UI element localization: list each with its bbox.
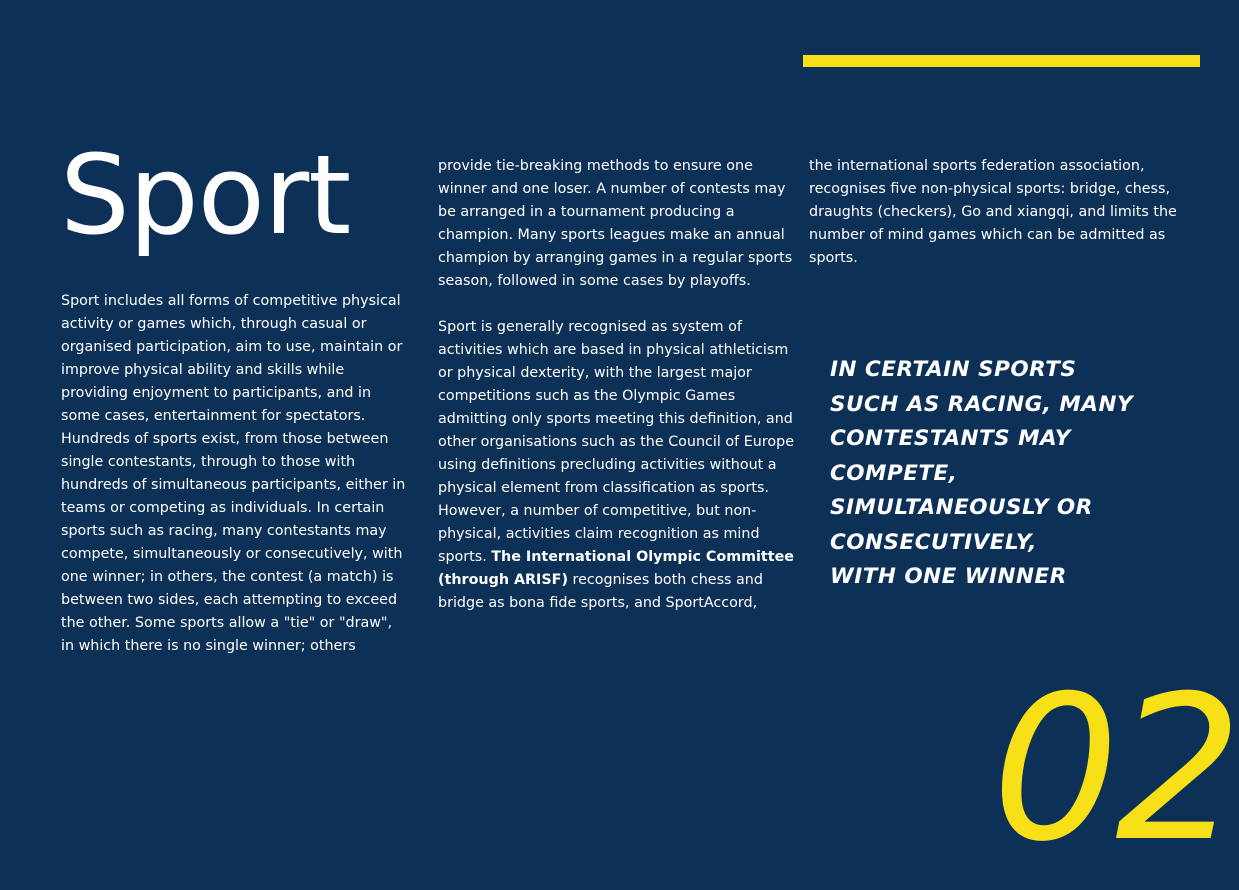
pull-quote-line: WITH ONE WINNER bbox=[830, 564, 1067, 589]
pull-quote-line: COMPETE, bbox=[830, 460, 958, 486]
page-number: 02 bbox=[992, 653, 1239, 886]
column-3-paragraph: the international sports federation association, recognises five non-physical sports: bridge, chess, draughts (checkers), Go and xiangqi, and limits the number of mind games which can be admitted as sports. bbox=[809, 158, 1177, 266]
pull-quote-line: SUCH AS RACING, MANY bbox=[830, 391, 1134, 417]
body-column-2 bbox=[438, 155, 798, 615]
accent-bar bbox=[803, 55, 1200, 67]
column-2-paragraph-1: provide tie-breaking methods to ensure one winner and one loser. A number of contests may be arranged in a tournament producing a champion. Many sports leagues make an annual champion by arranging games in a regular sports season, followed in some cases by playoffs. bbox=[438, 158, 793, 289]
column-2-paragraph-2-end: recognises both chess and bridge as bona fide sports, and SportAccord, bbox=[438, 572, 763, 611]
pull-quote bbox=[830, 353, 1190, 595]
body-column-3 bbox=[809, 155, 1179, 270]
ioc-bold-text: The International Olympic Committee (through ARISF) bbox=[438, 549, 794, 588]
column-1-paragraph: Sport includes all forms of competitive physical activity or games which, through casual or organised participation, aim to use, maintain or improve physical ability and skills while providing enjoyment to participants, and in some cases, entertainment for spectators. Hundreds of sports exist, from those between single contestants, through to those with hundreds of simultaneous participants, either in teams or competing as individuals. In certain sports such as racing, many contestants may compete, simultaneously or consecutively, with one winner; in others, the contest (a match) is between two sides, each attempting to exceed the other. Some sports allow a "tie" or "draw", in which there is no single winner; others bbox=[61, 293, 406, 654]
body-column-1 bbox=[61, 290, 406, 658]
pull-quote-line: IN CERTAIN SPORTS bbox=[830, 357, 1077, 382]
pull-quote-line: SIMULTANEOUSLY OR bbox=[830, 495, 1093, 520]
column-2-paragraph-2 bbox=[438, 316, 798, 615]
pull-quote-line: CONTESTANTS MAY bbox=[830, 426, 1071, 451]
page-title: Sport bbox=[60, 131, 351, 259]
pull-quote-line: CONSECUTIVELY, bbox=[830, 529, 1037, 555]
column-2-paragraph-2-start: Sport is generally recognised as system of activities which are based in physical athleticism or physical dexterity, with the largest major competitions such as the Olympic Games admitting only sports meeting this definition, and other organisations such as the Council of Europe using definitions precluding activities without a physical element from classification as sports. However, a number of competitive, but non-physical, activities claim recognition as mind sports. bbox=[438, 319, 795, 565]
